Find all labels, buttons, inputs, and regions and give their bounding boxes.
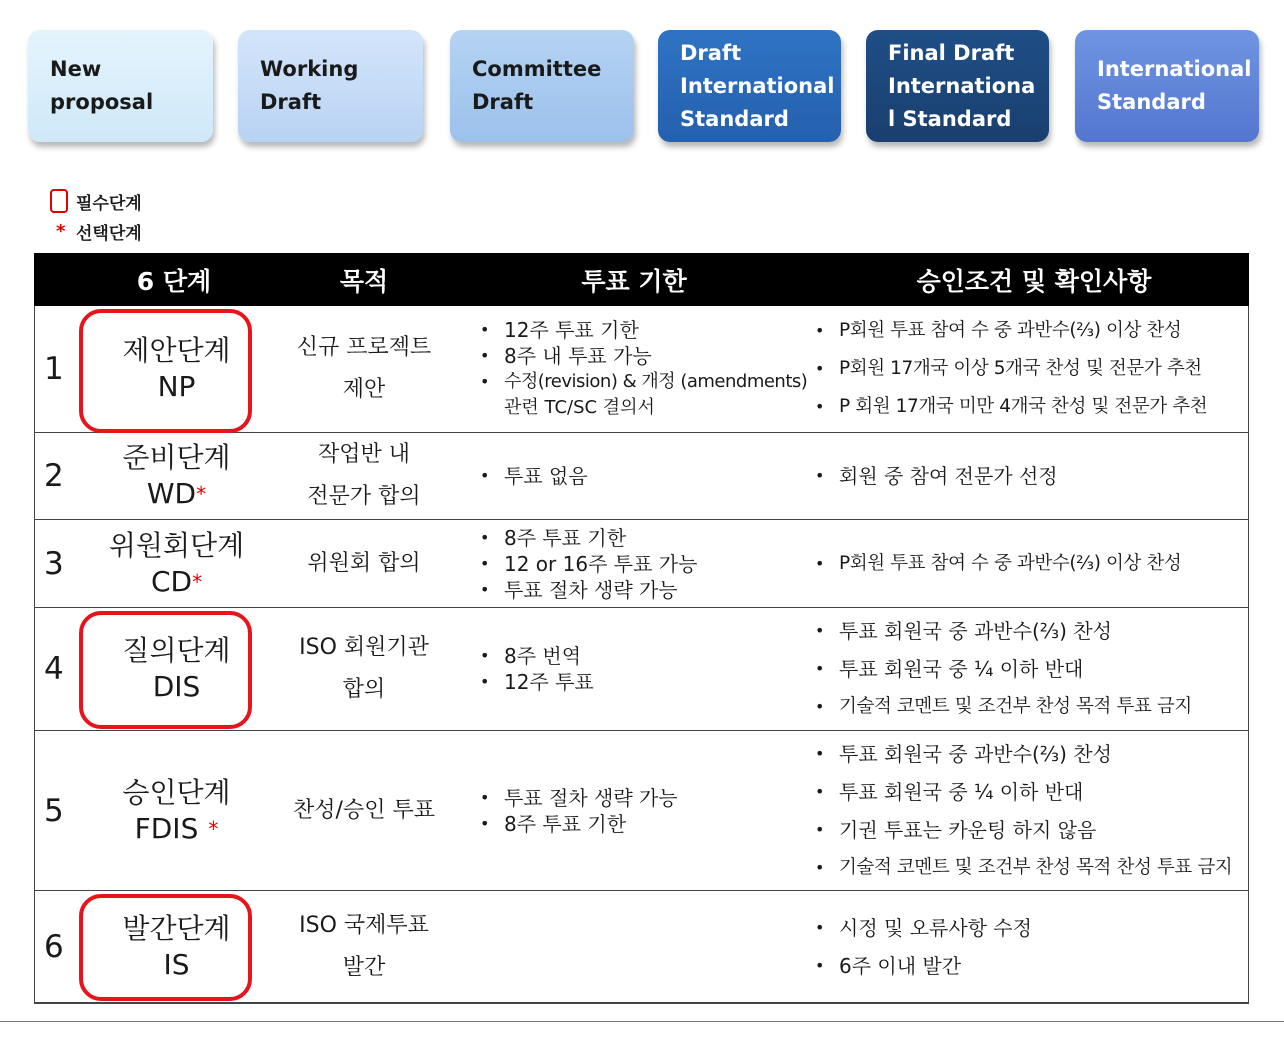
stage-name-cell: [89, 731, 264, 890]
purpose-line: 전문가 합의: [307, 484, 421, 509]
table-header: [34, 253, 1249, 306]
deadline-item: • 8주 번역: [474, 643, 809, 669]
approval-cell: [809, 520, 1249, 607]
approval-item: • 투표 회원국 중 ¼ 이하 반대: [809, 773, 1249, 811]
purpose-cell: [274, 520, 454, 607]
legend-optional-label: 선택단계: [76, 223, 142, 244]
required-stage-box: [79, 894, 252, 1001]
purpose-cell: [274, 433, 454, 519]
purpose-line: 제안: [342, 377, 386, 402]
approval-item: • P 회원 17개국 미만 4개국 찬성 및 전문가 추천: [809, 388, 1249, 426]
stage-abbreviation: [147, 476, 206, 512]
approval-item: • 기술적 코멘트 및 조건부 찬성 목적 투표 금지: [809, 688, 1249, 726]
required-box-icon: [50, 189, 68, 213]
deadline-item: • 8주 투표 기한: [474, 811, 809, 837]
table-row: [34, 731, 1249, 891]
stage-korean-name: 위원회단계: [108, 528, 245, 562]
purpose-cell: [274, 608, 454, 730]
legend: [50, 186, 142, 246]
approval-item: • 회원 중 참여 전문가 선정: [809, 457, 1249, 495]
approval-cell: [809, 608, 1249, 730]
deadline-item: • 12 or 16주 투표 가능: [474, 551, 809, 577]
optional-star-icon: *: [192, 569, 203, 594]
purpose-cell: [274, 306, 454, 432]
stage-new-proposal: [28, 30, 213, 142]
stage-label: l Standard: [888, 106, 1012, 131]
stage-label: International: [1097, 57, 1252, 81]
approval-item: • 투표 회원국 중 과반수(⅔) 찬성: [809, 735, 1249, 773]
stage-korean-name: 준비단계: [122, 441, 231, 474]
approval-item: • 기권 투표는 카운팅 하지 않음: [809, 811, 1249, 849]
deadline-item: • 투표 없음: [474, 463, 809, 489]
approval-cell: [809, 891, 1249, 1002]
purpose-line: 위원회 합의: [307, 550, 421, 576]
stage-korean-name: 제안단계: [122, 334, 231, 367]
purpose-line: ISO 국제투표: [299, 912, 429, 938]
deadline-cell: [474, 520, 809, 607]
stage-label: Committee Draft: [472, 57, 602, 114]
stage-label: Working Draft: [260, 57, 359, 114]
purpose-line: ISO 회원기관: [299, 635, 429, 660]
stage-label: International: [680, 73, 835, 98]
purpose-line: 발간: [342, 954, 386, 980]
approval-item: • 기술적 코멘트 및 조건부 찬성 목적 찬성 투표 금지: [809, 849, 1249, 887]
stage-committee-draft: [450, 30, 634, 142]
stage-abbr-text: DIS: [152, 670, 201, 703]
row-number: 3: [44, 545, 64, 582]
deadline-item: • 투표 절차 생략 가능: [474, 577, 809, 603]
stage-working-draft: [238, 30, 423, 142]
deadline-item: • 8주 투표 기한: [474, 525, 809, 551]
row-number: 6: [44, 928, 64, 965]
stage-label: Final Draft: [888, 40, 1015, 65]
stage-label: Draft: [680, 40, 742, 65]
approval-cell: [809, 306, 1249, 432]
stage-name-cell: [89, 520, 264, 607]
approval-cell: [809, 731, 1249, 890]
stage-label: Internationa: [888, 73, 1036, 98]
optional-star-icon: *: [208, 816, 219, 841]
row-number: 4: [44, 651, 64, 687]
row-number: 5: [44, 792, 64, 829]
deadline-item: • 12주 투표: [474, 669, 809, 695]
approval-cell: [809, 433, 1249, 519]
purpose-cell: [274, 891, 454, 1002]
stage-final-draft-international-standard: [866, 30, 1049, 142]
deadline-item: • 8주 내 투표 가능: [474, 343, 809, 369]
stage-draft-international-standard: [658, 30, 841, 142]
row-number: 2: [44, 458, 64, 494]
header-purpose: 목적: [339, 266, 389, 296]
approval-item: • P회원 17개국 이상 5개국 찬성 및 전문가 추천: [809, 350, 1249, 388]
legend-required-label: 필수단계: [76, 193, 142, 214]
row-number: 1: [44, 351, 64, 387]
stage-korean-name: 발간단계: [122, 911, 231, 945]
stage-abbr-text: FDIS: [134, 811, 199, 845]
stage-abbr-text: WD: [146, 477, 197, 510]
approval-item: • 6주 이내 발간: [809, 947, 1249, 985]
header-stage: 6 단계: [136, 266, 212, 296]
optional-star-icon: *: [56, 220, 66, 242]
stage-abbreviation: [135, 811, 219, 847]
stage-abbr-text: NP: [157, 370, 196, 403]
stage-label: New proposal: [50, 57, 154, 114]
approval-item: • 시정 및 오류사항 수정: [809, 909, 1249, 947]
deadline-cell: [474, 891, 809, 1002]
approval-item: • P회원 투표 참여 수 중 과반수(⅔) 이상 찬성: [809, 312, 1249, 350]
approval-item: • 투표 회원국 중 과반수(⅔) 찬성: [809, 612, 1249, 650]
deadline-cell: [474, 433, 809, 519]
deadline-item-continuation: 관련 TC/SC 결의서: [504, 397, 655, 418]
stage-abbr-text: CD: [150, 564, 193, 598]
stage-flow: [0, 0, 1284, 160]
required-stage-box: [79, 611, 252, 729]
divider: [0, 1021, 1284, 1022]
stage-international-standard: [1075, 30, 1259, 142]
required-stage-box: [79, 309, 252, 433]
legend-optional: [50, 216, 142, 246]
approval-item: • 투표 회원국 중 ¼ 이하 반대: [809, 650, 1249, 688]
legend-required: [50, 186, 142, 216]
optional-star-icon: *: [196, 482, 207, 506]
stage-label: Standard: [1097, 90, 1206, 114]
table-row: [34, 520, 1249, 608]
header-deadline: 투표 기한: [581, 266, 687, 296]
deadline-item: • 수정(revision) & 개정 (amendments): [474, 369, 809, 395]
stage-abbreviation: [151, 564, 202, 600]
deadline-item: • 투표 절차 생략 가능: [474, 785, 809, 811]
purpose-line: 작업반 내: [317, 442, 410, 467]
purpose-cell: [274, 731, 454, 890]
table-row: [34, 433, 1249, 520]
header-approval: 승인조건 및 확인사항: [916, 266, 1152, 296]
purpose-line: 합의: [342, 677, 386, 702]
stage-korean-name: 승인단계: [122, 775, 231, 809]
deadline-item: • 12주 투표 기한: [474, 317, 809, 343]
purpose-line: 찬성/승인 투표: [293, 797, 435, 823]
stage-label: Standard: [680, 106, 789, 131]
stage-name-cell: [89, 433, 264, 519]
approval-item: • P회원 투표 참여 수 중 과반수(⅔) 이상 찬성: [809, 545, 1249, 583]
purpose-line: 신규 프로젝트: [296, 335, 432, 360]
stage-korean-name: 질의단계: [122, 634, 231, 667]
deadline-cell: [474, 731, 809, 890]
deadline-cell: [474, 306, 809, 432]
deadline-cell: [474, 608, 809, 730]
stage-abbr-text: IS: [163, 947, 190, 981]
